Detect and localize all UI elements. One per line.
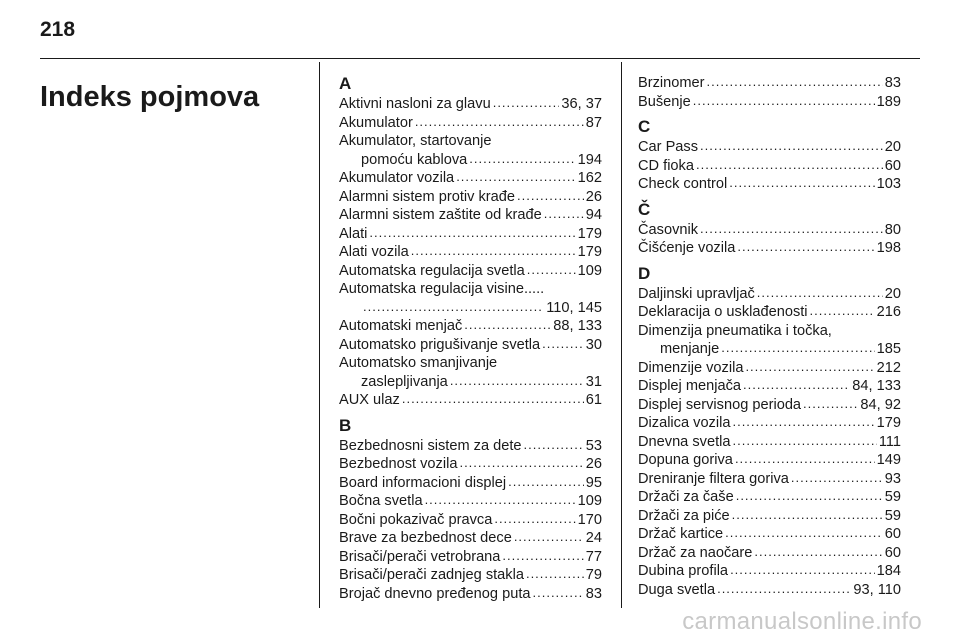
leader-dots xyxy=(730,561,875,580)
index-term: Držač kartice xyxy=(638,526,724,542)
index-term: Automatska regulacija visine..... xyxy=(339,281,545,297)
index-page-refs: 189 xyxy=(876,93,901,110)
leader-dots xyxy=(450,372,584,391)
index-letter-heading: D xyxy=(638,263,651,283)
index-entry xyxy=(339,474,602,493)
index-entry xyxy=(339,188,602,207)
leader-dots xyxy=(425,491,576,510)
index-entry xyxy=(339,566,602,585)
index-term: Automatsko prigušivanje svetla xyxy=(339,336,541,353)
index-letter-heading: A xyxy=(339,74,352,93)
leader-dots xyxy=(459,454,583,473)
index-page-refs: 60 xyxy=(884,526,901,542)
index-entry xyxy=(339,529,602,548)
index-term: AUX ulaz xyxy=(339,392,400,408)
leader-dots xyxy=(700,220,883,239)
leader-dots xyxy=(700,137,883,156)
leader-dots xyxy=(369,224,575,243)
leader-dots xyxy=(363,298,544,317)
index-page-refs: 179 xyxy=(876,415,901,431)
index-term: Board informacioni displej xyxy=(339,474,507,491)
index-entry xyxy=(638,377,901,396)
index-term: Check control xyxy=(638,176,728,192)
index-term: Automatska regulacija svetla xyxy=(339,262,525,279)
index-page-refs: 185 xyxy=(876,341,901,357)
index-page-refs: 31 xyxy=(585,373,602,390)
index-entry xyxy=(339,262,602,281)
index-page-refs: 111 xyxy=(878,433,901,450)
leader-dots xyxy=(514,528,584,547)
index-term: Držač za naočare xyxy=(638,544,753,561)
index-entry xyxy=(638,138,901,157)
index-term: Daljinski upravljač xyxy=(638,285,755,302)
leader-dots xyxy=(732,506,883,525)
index-page-refs: 84, 92 xyxy=(860,396,901,413)
leader-dots xyxy=(526,565,584,584)
leader-dots xyxy=(737,238,874,257)
index-entry xyxy=(339,206,602,225)
leader-dots xyxy=(402,390,584,409)
index-term: zaslepljivanja xyxy=(361,373,448,390)
index-page-refs: 60 xyxy=(884,157,901,174)
page-number: 218 xyxy=(40,18,76,41)
index-entry xyxy=(339,317,602,336)
index-page-refs: 103 xyxy=(876,176,901,192)
leader-dots xyxy=(469,150,575,169)
index-term: Akumulator, startovanje xyxy=(339,133,492,149)
index-entry xyxy=(339,114,602,133)
index-page-refs: 20 xyxy=(884,139,901,155)
column-divider-left xyxy=(319,62,320,608)
index-page-refs: 149 xyxy=(876,452,901,468)
leader-dots xyxy=(502,547,583,566)
leader-dots xyxy=(736,487,883,506)
index-letter-heading: B xyxy=(339,415,352,435)
index-term: Bočna svetla xyxy=(339,493,423,509)
leader-dots xyxy=(508,473,584,492)
index-page-refs: 110, 145 xyxy=(546,299,602,316)
index-page-refs: 26 xyxy=(585,188,602,205)
index-entry xyxy=(638,303,901,322)
index-entry xyxy=(638,451,901,470)
leader-dots xyxy=(533,584,584,603)
index-term: Car Pass xyxy=(638,139,699,155)
index-page-refs: 198 xyxy=(876,240,901,256)
leader-dots xyxy=(544,205,584,224)
index-term: Dubina profila xyxy=(638,563,729,579)
index-term: Alati vozila xyxy=(339,244,409,260)
index-page-refs: 87 xyxy=(585,114,602,131)
index-page-refs: 24 xyxy=(585,530,602,546)
watermark: carmanualsonline.info xyxy=(682,608,922,635)
index-term: Dizalica vozila xyxy=(638,415,731,431)
index-term: Držači za čaše xyxy=(638,489,734,505)
leader-dots xyxy=(494,510,575,529)
index-entry xyxy=(339,437,602,456)
index-entry xyxy=(339,225,602,244)
leader-dots xyxy=(754,543,882,562)
leader-dots xyxy=(721,339,874,358)
leader-dots xyxy=(717,580,851,599)
index-entry xyxy=(638,93,901,112)
index-page-refs: 95 xyxy=(585,474,602,491)
leader-dots xyxy=(729,174,874,193)
index-term: menjanje xyxy=(660,341,720,357)
index-term: Akumulator xyxy=(339,114,413,131)
index-entry xyxy=(638,221,901,240)
index-term: Dnevna svetla xyxy=(638,433,731,450)
index-term: Alarmni sistem protiv krađe xyxy=(339,188,515,205)
leader-dots xyxy=(735,450,875,469)
leader-dots xyxy=(743,376,850,395)
leader-dots xyxy=(707,73,883,92)
index-group xyxy=(339,74,602,410)
index-letter-heading: C xyxy=(638,117,651,136)
index-page-refs: 79 xyxy=(585,567,602,583)
index-group xyxy=(638,117,901,194)
index-page-refs: 59 xyxy=(884,489,901,505)
index-page-refs: 170 xyxy=(577,511,602,528)
leader-dots xyxy=(693,92,875,111)
leader-dots xyxy=(527,261,576,280)
index-page-refs: 83 xyxy=(585,585,602,602)
index-term: Brisači/perači vetrobrana xyxy=(339,548,501,565)
index-page-refs: 93 xyxy=(884,470,901,487)
index-page-refs: 93, 110 xyxy=(853,581,901,598)
index-page-refs: 184 xyxy=(876,563,901,579)
index-page-refs: 30 xyxy=(585,336,602,353)
index-term: pomoću kablova xyxy=(361,151,468,168)
index-entry xyxy=(638,488,901,507)
index-page-refs: 60 xyxy=(884,544,901,561)
leader-dots xyxy=(803,395,858,414)
index-term: Brojač dnevno pređenog puta xyxy=(339,585,531,602)
index-entry xyxy=(339,336,602,355)
index-entry xyxy=(638,507,901,526)
index-page-refs: 36, 37 xyxy=(561,96,602,112)
leader-dots xyxy=(791,469,883,488)
index-term: Bezbednost vozila xyxy=(339,456,458,472)
index-term: Alarmni sistem zaštite od krađe xyxy=(339,207,542,223)
index-term: Displej menjača xyxy=(638,378,742,394)
index-entry xyxy=(339,299,602,318)
index-entry xyxy=(339,492,602,511)
index-entry xyxy=(339,95,602,114)
index-entry xyxy=(638,175,901,194)
index-entry xyxy=(638,285,901,304)
leader-dots xyxy=(524,436,584,455)
leader-dots xyxy=(810,302,875,321)
index-page-refs: 109 xyxy=(577,262,602,279)
index-group xyxy=(339,416,602,604)
leader-dots xyxy=(732,413,874,432)
index-entry xyxy=(638,239,901,258)
index-group xyxy=(638,264,901,600)
column-divider-right xyxy=(621,62,622,608)
index-entry xyxy=(339,280,602,299)
index-term: Akumulator vozila xyxy=(339,170,455,186)
index-entry xyxy=(638,396,901,415)
leader-dots xyxy=(696,156,883,175)
index-page-refs: 109 xyxy=(577,493,602,509)
index-page-refs: 26 xyxy=(585,456,602,472)
index-term: Aktivni nasloni za glavu xyxy=(339,96,491,112)
index-page-refs: 59 xyxy=(884,507,901,524)
index-page-refs: 53 xyxy=(585,437,602,454)
index-group xyxy=(638,200,901,258)
section-title: Indeks pojmova xyxy=(40,81,260,113)
leader-dots xyxy=(493,94,560,113)
leader-dots xyxy=(745,358,874,377)
index-group xyxy=(638,74,901,111)
index-term: Dimenzije vozila xyxy=(638,359,744,376)
index-page-refs: 194 xyxy=(577,151,602,168)
index-page-refs: 61 xyxy=(585,392,602,408)
index-term: Časovnik xyxy=(638,221,699,238)
index-term: Dimenzija pneumatika i točka, xyxy=(638,322,832,339)
index-entry xyxy=(339,511,602,530)
index-entry xyxy=(339,585,602,604)
leader-dots xyxy=(757,284,883,303)
index-entry xyxy=(638,359,901,378)
index-page-refs: 80 xyxy=(884,221,901,238)
index-entry xyxy=(339,391,602,410)
index-entry xyxy=(638,74,901,93)
leader-dots xyxy=(464,316,551,335)
index-term: Dreniranje filtera goriva xyxy=(638,470,789,487)
index-column-2 xyxy=(638,74,901,599)
index-entry xyxy=(339,243,602,262)
leader-dots xyxy=(542,335,584,354)
index-entry xyxy=(339,132,602,151)
index-page-refs: 94 xyxy=(585,207,602,223)
index-term: Automatski menjač xyxy=(339,318,463,334)
index-page-refs: 77 xyxy=(585,548,602,565)
index-entry xyxy=(339,455,602,474)
index-entry xyxy=(638,414,901,433)
header-divider xyxy=(40,58,920,59)
leader-dots xyxy=(411,242,576,261)
index-term: Bušenje xyxy=(638,93,691,110)
index-entry xyxy=(638,525,901,544)
index-entry xyxy=(638,157,901,176)
index-page-refs: 83 xyxy=(884,75,901,91)
index-entry xyxy=(638,470,901,489)
index-column-1 xyxy=(339,74,602,603)
index-page-refs: 216 xyxy=(876,304,901,320)
index-page-refs: 20 xyxy=(884,285,901,302)
index-page-refs: 179 xyxy=(577,225,602,242)
leader-dots xyxy=(517,187,584,206)
index-term: Dopuna goriva xyxy=(638,452,733,468)
index-page-refs: 212 xyxy=(876,359,901,376)
index-page-refs: 88, 133 xyxy=(553,318,602,334)
index-entry xyxy=(638,433,901,452)
index-term: Brave za bezbednost dece xyxy=(339,530,512,546)
index-term: Displej servisnog perioda xyxy=(638,396,802,413)
index-term: Deklaracija o usklađenosti xyxy=(638,304,808,320)
index-term: CD fioka xyxy=(638,157,694,174)
index-entry xyxy=(339,169,602,188)
index-entry xyxy=(638,581,901,600)
index-entry xyxy=(638,562,901,581)
index-term: Duga svetla xyxy=(638,581,716,598)
index-term: Automatsko smanjivanje xyxy=(339,355,498,371)
index-entry xyxy=(638,322,901,341)
index-page-refs: 162 xyxy=(577,170,602,186)
index-term: Brzinomer xyxy=(638,75,705,91)
index-term: Bezbednosni sistem za dete xyxy=(339,437,522,454)
index-page-refs: 179 xyxy=(577,244,602,260)
index-term: Brisači/perači zadnjeg stakla xyxy=(339,567,524,583)
index-entry xyxy=(339,151,602,170)
index-entry xyxy=(638,544,901,563)
index-term: Čišćenje vozila xyxy=(638,240,736,256)
index-entry xyxy=(339,548,602,567)
leader-dots xyxy=(456,168,575,187)
index-term: Držači za piće xyxy=(638,507,730,524)
leader-dots xyxy=(415,113,584,132)
index-letter-heading: Č xyxy=(638,199,651,219)
leader-dots xyxy=(725,524,883,543)
index-page-refs: 84, 133 xyxy=(852,378,901,394)
index-entry xyxy=(339,354,602,373)
index-entry xyxy=(638,340,901,359)
index-entry xyxy=(339,373,602,392)
leader-dots xyxy=(732,432,876,451)
index-term: Bočni pokazivač pravca xyxy=(339,511,493,528)
index-term: Alati xyxy=(339,225,368,242)
